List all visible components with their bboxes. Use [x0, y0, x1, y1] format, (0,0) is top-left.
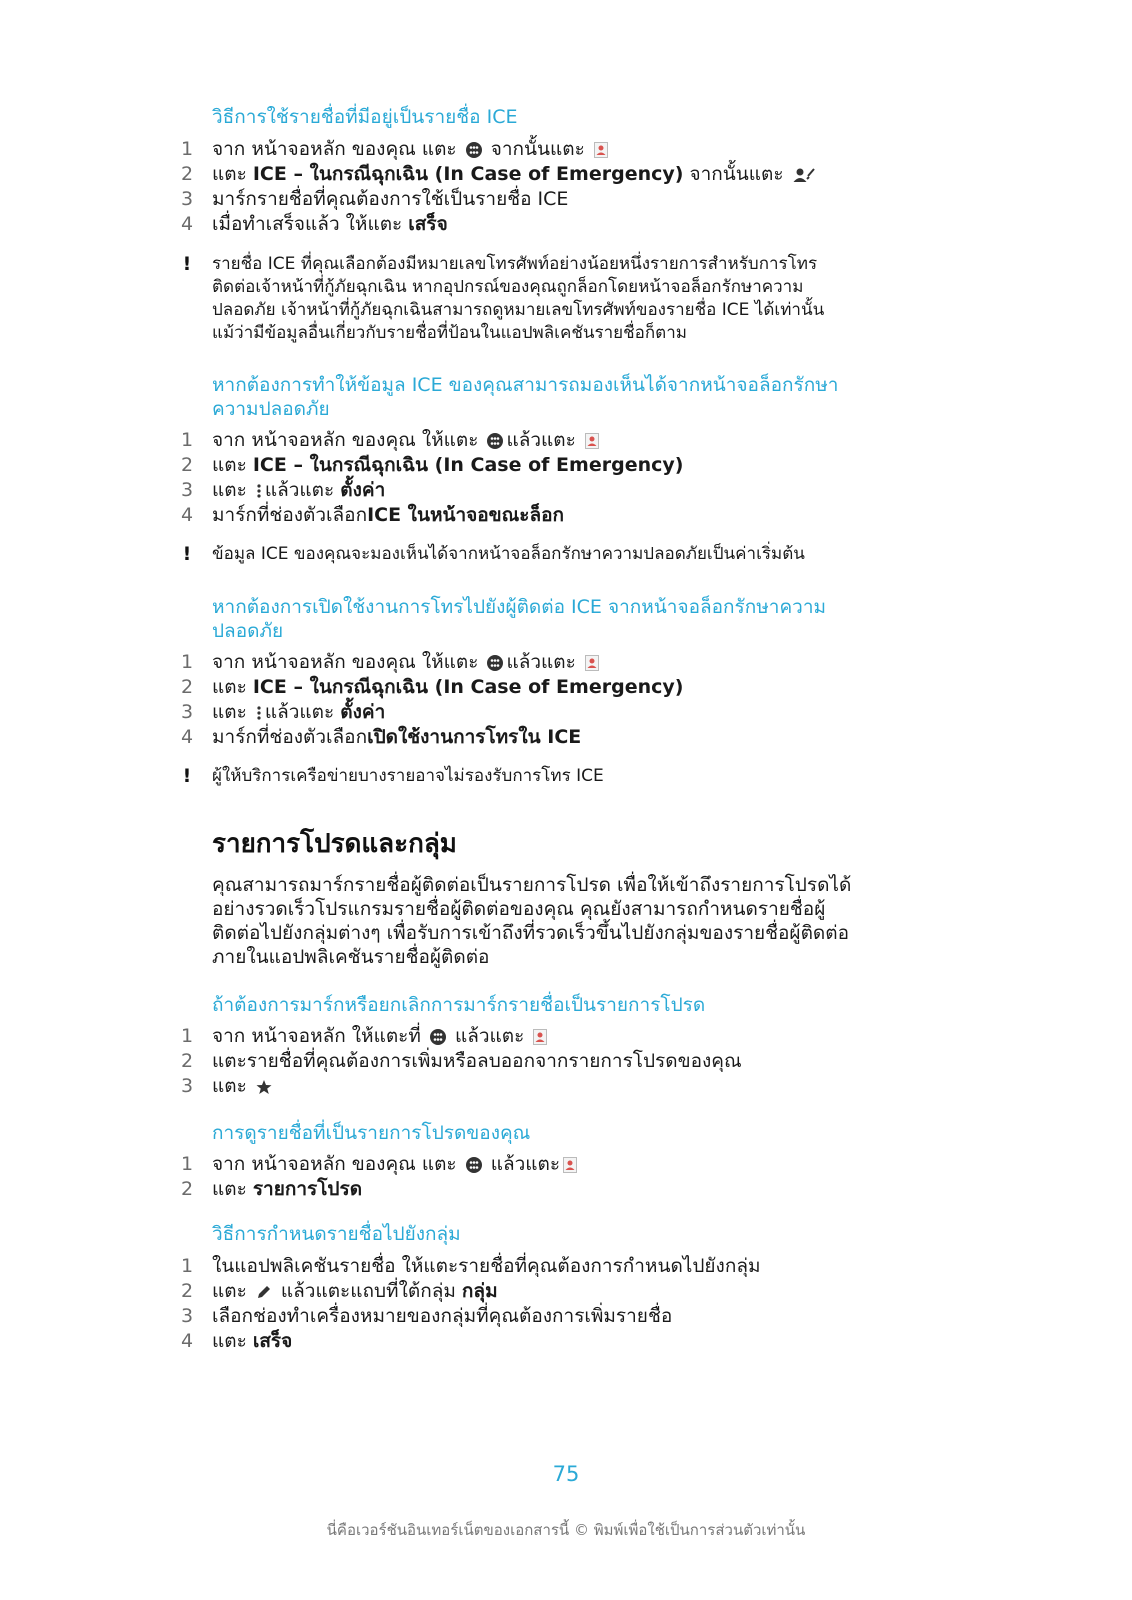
apps-grid-icon	[430, 1029, 446, 1045]
contacts-app-icon	[563, 1157, 577, 1173]
step-number: 3	[180, 1305, 194, 1327]
step-item	[180, 453, 940, 478]
step-number: 4	[180, 1330, 194, 1352]
step-item	[180, 725, 940, 750]
step-item	[180, 675, 940, 700]
step-item	[180, 162, 940, 187]
step-item	[180, 1024, 940, 1049]
para-line: ติดต่อไปยังกลุ่มต่างๆ เพื่อรับการเข้าถึงที่รวดเร็วขึ้นไปยังกลุ่มของรายชื่อผู้ติดต่อ	[212, 922, 849, 944]
step-item	[180, 1304, 940, 1329]
step-text: แล้วแตะ	[506, 651, 576, 673]
apps-grid-icon	[466, 1157, 482, 1173]
apps-grid-icon	[487, 433, 503, 449]
ui-term: เสร็จ	[252, 1330, 293, 1352]
section-title: รายการโปรดและกลุ่ม	[212, 829, 457, 859]
step-number: 3	[180, 1075, 194, 1097]
ui-term: รายการโปรด	[252, 1178, 363, 1200]
step-text: จาก หน้าจอหลัก ของคุณ แตะ	[212, 1153, 457, 1175]
step-text: มาร์กที่ช่องตัวเลือก	[212, 504, 368, 526]
note-line: รายชื่อ ICE ที่คุณเลือกต้องมีหมายเลขโทรศัพท์อย่างน้อยหนึ่งรายการสำหรับการโทร	[212, 254, 818, 274]
step-text: แตะ	[212, 1280, 247, 1302]
step-text: แล้วแตะ	[490, 1153, 561, 1175]
step-number: 2	[180, 454, 194, 476]
step-text: มาร์กที่ช่องตัวเลือก	[212, 726, 368, 748]
note-line: ข้อมูล ICE ของคุณจะมองเห็นได้จากหน้าจอล็อกรักษาความปลอดภัยเป็นค่าเริ่มต้น	[212, 544, 805, 564]
step-item	[180, 428, 940, 453]
step-number: 1	[180, 1255, 194, 1277]
step-text: จาก หน้าจอหลัก ให้แตะที่	[212, 1025, 421, 1047]
step-text: แล้วแตะ	[455, 1025, 525, 1047]
contacts-app-icon	[585, 433, 599, 449]
step-text: แตะ	[212, 1178, 247, 1200]
para-line: ภายในแอปพลิเคชันรายชื่อผู้ติดต่อ	[212, 946, 490, 968]
para-line: อย่างรวดเร็วโปรแกรมรายชื่อผู้ติดต่อของคุณ คุณยังสามารถกำหนดรายชื่อผู้	[212, 898, 826, 920]
step-item	[180, 137, 940, 162]
step-number: 2	[180, 676, 194, 698]
step-text: แตะ	[212, 454, 247, 476]
step-text: แล้วแตะแถบที่ใต้กลุ่ม	[280, 1280, 456, 1302]
step-number: 2	[180, 1178, 194, 1200]
step-number: 2	[180, 1050, 194, 1072]
note-line: ปลอดภัย เจ้าหน้าที่กู้ภัยฉุกเฉินสามารถดูหมายเลขโทรศัพท์ของรายชื่อ ICE ได้เท่านั้น	[212, 300, 825, 320]
step-text: จาก หน้าจอหลัก ของคุณ ให้แตะ	[212, 651, 479, 673]
step-text: แล้วแตะ	[264, 701, 335, 723]
step-item	[180, 700, 940, 725]
ui-term: ICE – ในกรณีฉุกเฉิน (In Case of Emergency)	[252, 163, 684, 185]
step-item	[180, 478, 940, 503]
step-number: 3	[180, 479, 194, 501]
section-heading	[212, 595, 932, 643]
note-line: ติดต่อเจ้าหน้าที่กู้ภัยฉุกเฉิน หากอุปกรณ์ของคุณถูกล็อกโดยหน้าจอล็อกรักษาความ	[212, 277, 804, 297]
apps-grid-icon	[466, 142, 482, 158]
heading-line: ปลอดภัย	[212, 620, 284, 642]
heading-line: หากต้องการเปิดใช้งานการโทรไปยังผู้ติดต่อ ICE จากหน้าจอล็อกรักษาความ	[212, 596, 827, 618]
step-text: แตะรายชื่อที่คุณต้องการเพิ่มหรือลบออกจากรายการโปรดของคุณ	[212, 1050, 742, 1072]
step-number: 3	[180, 188, 194, 210]
step-text: แตะ	[212, 163, 247, 185]
contacts-app-icon	[585, 655, 599, 671]
body-paragraph	[212, 873, 942, 969]
contacts-app-icon	[594, 142, 608, 158]
section-heading: วิธีการใช้รายชื่อที่มีอยู่เป็นรายชื่อ ICE	[212, 106, 518, 128]
overflow-menu-icon	[256, 483, 262, 499]
step-number: 4	[180, 726, 194, 748]
step-item	[180, 1177, 940, 1202]
step-number: 1	[180, 651, 194, 673]
ui-term: ICE – ในกรณีฉุกเฉิน (In Case of Emergency)	[252, 676, 684, 698]
note-line: ผู้ให้บริการเครือข่ายบางรายอาจไม่รองรับการโทร ICE	[212, 766, 604, 786]
step-number: 1	[180, 1025, 194, 1047]
section-heading: วิธีการกำหนดรายชื่อไปยังกลุ่ม	[212, 1223, 461, 1245]
step-text: จาก หน้าจอหลัก ของคุณ แตะ	[212, 138, 457, 160]
edit-pencil-icon	[256, 1284, 272, 1300]
step-item	[180, 1049, 940, 1074]
note-mark: !	[182, 253, 192, 275]
step-item	[180, 503, 940, 528]
step-item	[180, 187, 940, 212]
step-number: 1	[180, 429, 194, 451]
step-number: 4	[180, 504, 194, 526]
ui-term: เสร็จ	[408, 213, 448, 235]
footer-notice: นี่คือเวอร์ชันอินเทอร์เน็ตของเอกสารนี้ © พิมพ์เพื่อใช้เป็นการส่วนตัวเท่านั้น	[326, 1521, 806, 1539]
step-text: แตะ	[212, 1330, 247, 1352]
step-item	[180, 1074, 940, 1099]
step-text: แล้วแตะ	[264, 479, 335, 501]
step-item	[180, 1152, 940, 1177]
step-text: แตะ	[212, 479, 247, 501]
step-text: เลือกช่องทำเครื่องหมายของกลุ่มที่คุณต้องการเพิ่มรายชื่อ	[212, 1305, 673, 1327]
section-heading	[212, 373, 932, 421]
contacts-app-icon	[533, 1029, 547, 1045]
step-item	[180, 212, 940, 237]
step-text: แตะ	[212, 1075, 247, 1097]
step-text: แตะ	[212, 701, 247, 723]
step-item	[180, 1329, 940, 1354]
star-icon	[256, 1079, 272, 1095]
step-item	[180, 1254, 940, 1279]
note-mark: !	[182, 543, 192, 565]
note-line: แม้ว่ามีข้อมูลอื่นเกี่ยวกับรายชื่อที่ป้อนในแอปพลิเคชันรายชื่อก็ตาม	[212, 323, 687, 343]
heading-line: ความปลอดภัย	[212, 398, 330, 420]
step-item	[180, 650, 940, 675]
heading-line: หากต้องการทำให้ข้อมูล ICE ของคุณสามารถมองเห็นได้จากหน้าจอล็อกรักษา	[212, 374, 839, 396]
step-number: 2	[180, 1280, 194, 1302]
step-text: จากนั้นแตะ	[490, 138, 585, 160]
ui-term: ICE ในหน้าจอขณะล็อก	[367, 504, 565, 526]
ui-term: ตั้งค่า	[340, 479, 386, 501]
para-line: คุณสามารถมาร์กรายชื่อผู้ติดต่อเป็นรายการโปรด เพื่อให้เข้าถึงรายการโปรดได้	[212, 874, 852, 896]
ui-term: เปิดใช้งานการโทรใน ICE	[367, 726, 582, 748]
note-mark: !	[182, 765, 192, 787]
step-number: 1	[180, 1153, 194, 1175]
step-text: ในแอปพลิเคชันรายชื่อ ให้แตะรายชื่อที่คุณต้องการกำหนดไปยังกลุ่ม	[212, 1255, 761, 1277]
apps-grid-icon	[487, 655, 503, 671]
ui-term: ตั้งค่า	[340, 701, 386, 723]
section-heading: การดูรายชื่อที่เป็นรายการโปรดของคุณ	[212, 1122, 531, 1144]
step-text: เมื่อทำเสร็จแล้ว ให้แตะ	[212, 213, 403, 235]
ui-term: ICE – ในกรณีฉุกเฉิน (In Case of Emergency)	[252, 454, 684, 476]
step-text: มาร์กรายชื่อที่คุณต้องการใช้เป็นรายชื่อ ICE	[212, 188, 569, 210]
add-contact-icon	[793, 167, 815, 183]
step-text: จากนั้นแตะ	[689, 163, 784, 185]
step-number: 2	[180, 163, 194, 185]
step-text: แตะ	[212, 676, 247, 698]
step-number: 3	[180, 701, 194, 723]
page-number: 75	[552, 1462, 580, 1486]
step-number: 1	[180, 138, 194, 160]
step-number: 4	[180, 213, 194, 235]
step-item	[180, 1279, 940, 1304]
step-text: แล้วแตะ	[506, 429, 576, 451]
ui-term: กลุ่ม	[461, 1280, 498, 1302]
step-text: จาก หน้าจอหลัก ของคุณ ให้แตะ	[212, 429, 479, 451]
overflow-menu-icon	[256, 705, 262, 721]
section-heading: ถ้าต้องการมาร์กหรือยกเลิกการมาร์กรายชื่อเป็นรายการโปรด	[212, 994, 706, 1016]
